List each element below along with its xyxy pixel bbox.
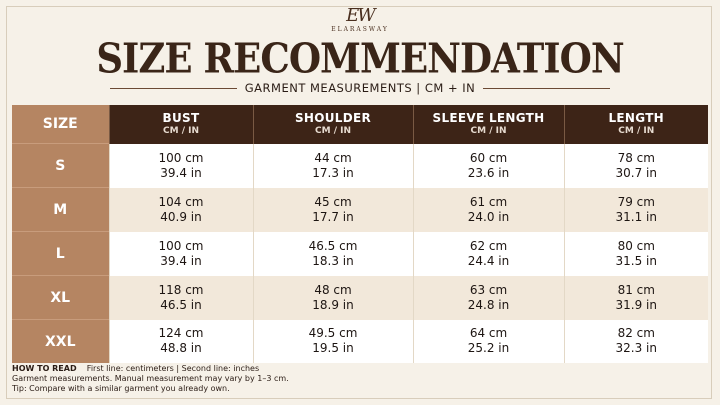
brand-mark: EW — [346, 5, 374, 26]
table-cell — [109, 276, 253, 320]
table-cell — [413, 276, 564, 320]
value-in: 39.4 in — [160, 165, 202, 180]
table-cell — [253, 232, 413, 276]
value-cm: 44 cm — [314, 150, 352, 165]
value-in: 39.4 in — [160, 253, 202, 268]
value-cm: 61 cm — [469, 194, 508, 209]
table-cell — [564, 320, 708, 364]
footer-notes — [12, 364, 289, 394]
value-cm: 49.5 cm — [308, 326, 358, 341]
value-cm: 79 cm — [617, 194, 655, 209]
value-cm: 124 cm — [158, 326, 204, 341]
table-cell — [564, 276, 708, 320]
table-cell — [413, 320, 564, 364]
value-in: 17.3 in — [312, 165, 354, 180]
size-column-header: SIZE — [12, 105, 109, 144]
table-cell — [413, 144, 564, 188]
table-cell — [564, 144, 708, 188]
value-cm: 100 cm — [158, 238, 204, 253]
column-header-label: LENGTH — [608, 111, 665, 126]
value-in: 30.7 in — [615, 165, 657, 180]
value-in: 23.6 in — [467, 165, 510, 180]
subtitle-divider-right — [483, 88, 610, 89]
table-row-xl — [12, 276, 708, 320]
size-label: S — [12, 144, 109, 188]
table-row-s — [12, 144, 708, 188]
table-cell — [109, 144, 253, 188]
value-cm: 81 cm — [617, 282, 655, 297]
column-header-shoulder — [253, 105, 413, 144]
value-cm: 100 cm — [158, 150, 204, 165]
table-cell — [253, 144, 413, 188]
table-cell — [253, 276, 413, 320]
value-in: 24.4 in — [467, 253, 510, 268]
table-cell — [109, 188, 253, 232]
value-in: 17.7 in — [312, 209, 354, 224]
value-in: 19.5 in — [312, 341, 354, 356]
value-in: 32.3 in — [615, 341, 657, 356]
value-cm: 45 cm — [314, 194, 352, 209]
table-cell — [109, 232, 253, 276]
value-cm: 62 cm — [469, 238, 508, 253]
column-header-label: SLEEVE LENGTH — [432, 111, 545, 126]
value-in: 18.9 in — [312, 297, 354, 312]
table-cell — [564, 188, 708, 232]
column-header-unit: CM / IN — [618, 126, 655, 137]
subtitle-row — [110, 80, 610, 96]
table-cell — [253, 188, 413, 232]
size-table — [12, 105, 708, 363]
size-label: L — [12, 232, 109, 276]
value-in: 24.8 in — [467, 297, 510, 312]
value-in: 46.5 in — [160, 297, 202, 312]
how-to-read-text: First line: centimeters | Second line: inches — [86, 364, 260, 373]
measurement-note: Garment measurements. Manual measurement may vary by 1–3 cm. — [12, 374, 289, 383]
value-cm: 46.5 cm — [308, 238, 358, 253]
column-header-label: SHOULDER — [294, 111, 372, 126]
table-row-xxl — [12, 320, 708, 364]
column-header-unit: CM / IN — [470, 126, 507, 137]
brand-logo — [0, 6, 720, 34]
value-in: 31.9 in — [615, 297, 657, 312]
table-cell — [564, 232, 708, 276]
brand-name: ELARASWAY — [331, 26, 389, 33]
value-cm: 118 cm — [158, 282, 204, 297]
value-cm: 104 cm — [158, 194, 204, 209]
value-in: 25.2 in — [467, 341, 510, 356]
page-title: SIZE RECOMMENDATION — [96, 33, 624, 83]
value-cm: 78 cm — [617, 150, 655, 165]
size-label: M — [12, 188, 109, 232]
table-cell — [109, 320, 253, 364]
value-cm: 64 cm — [469, 326, 508, 341]
size-label: XXL — [12, 320, 109, 364]
value-cm: 63 cm — [469, 282, 508, 297]
value-in: 31.1 in — [615, 209, 657, 224]
how-to-read-line — [12, 364, 289, 374]
value-cm: 48 cm — [314, 282, 352, 297]
table-row-m — [12, 188, 708, 232]
page-subtitle: GARMENT MEASUREMENTS | CM + IN — [244, 81, 476, 95]
column-header-unit: CM / IN — [163, 126, 199, 137]
table-cell — [413, 232, 564, 276]
column-header-bust — [109, 105, 253, 144]
value-cm: 80 cm — [617, 238, 655, 253]
value-cm: 82 cm — [617, 326, 655, 341]
value-in: 48.8 in — [160, 341, 202, 356]
value-in: 24.0 in — [467, 209, 510, 224]
how-to-read-label: HOW TO READ — [12, 364, 77, 373]
table-cell — [413, 188, 564, 232]
tip-note: Tip: Compare with a similar garment you already own. — [12, 384, 230, 393]
table-cell — [253, 320, 413, 364]
value-in: 40.9 in — [160, 209, 202, 224]
column-header-label: BUST — [162, 111, 200, 126]
value-cm: 60 cm — [469, 150, 508, 165]
value-in: 18.3 in — [312, 253, 354, 268]
column-header-sleeve-length — [413, 105, 564, 144]
table-row-l — [12, 232, 708, 276]
value-in: 31.5 in — [615, 253, 657, 268]
subtitle-divider-left — [110, 88, 237, 89]
column-header-unit: CM / IN — [315, 126, 351, 137]
column-header-length — [564, 105, 708, 144]
size-label: XL — [12, 276, 109, 320]
